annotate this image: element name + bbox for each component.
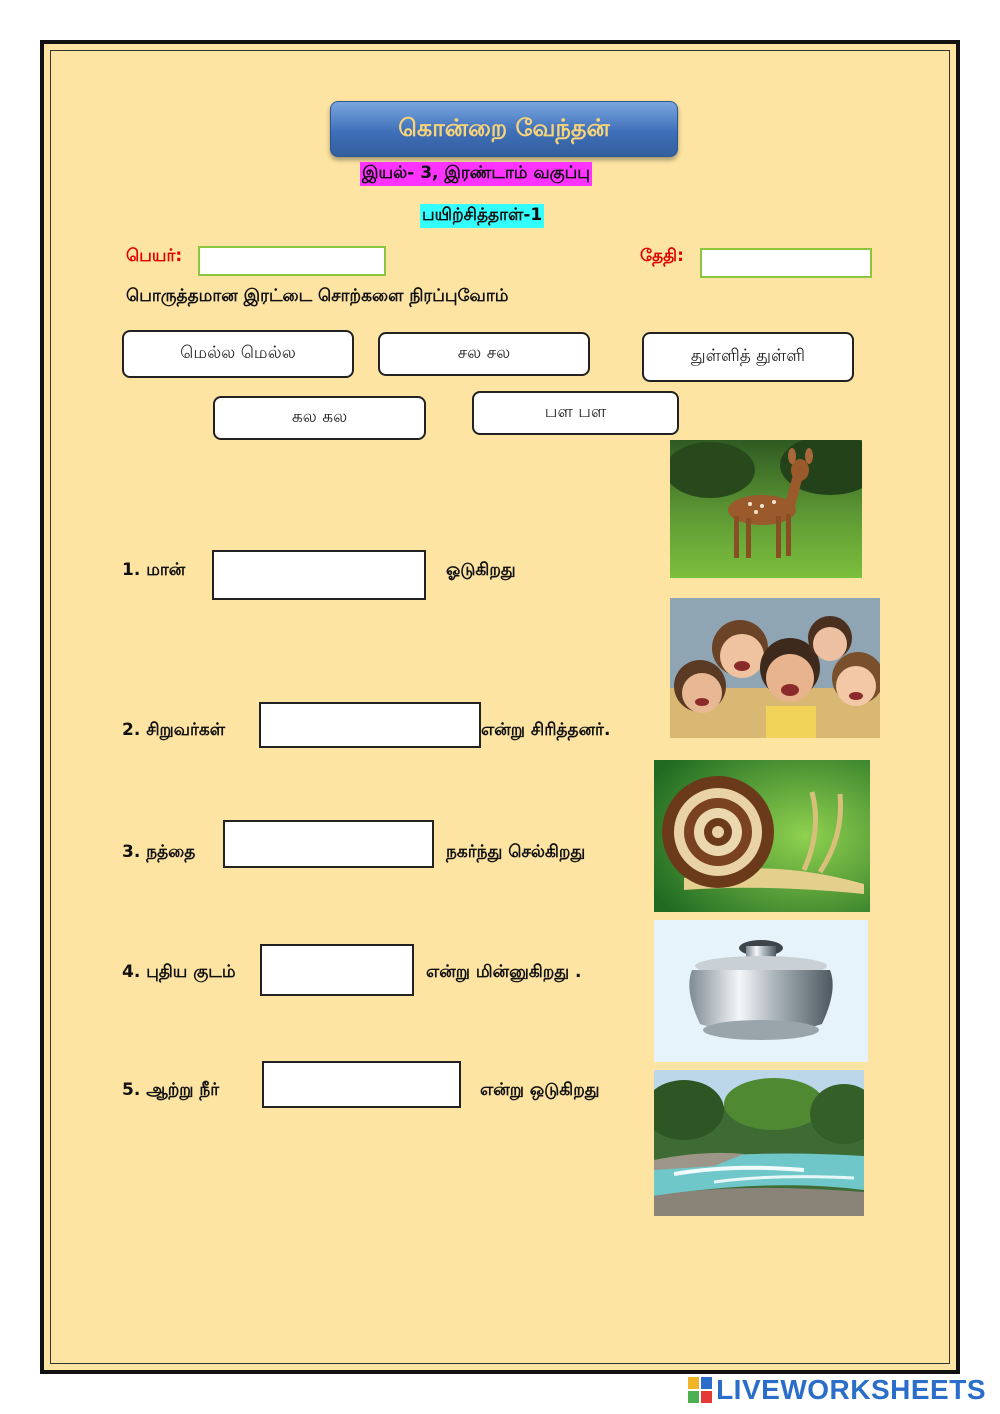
date-label: தேதி:: [640, 246, 684, 266]
snail-photo: [654, 760, 870, 912]
question-2-suffix: என்று சிரித்தனர்.: [481, 720, 611, 740]
question-4-prefix: 4. புதிய குடம்: [122, 962, 236, 982]
answer-box-4[interactable]: [260, 944, 414, 996]
question-1-prefix: 1. மான்: [122, 560, 186, 580]
question-3-prefix: 3. நத்தை: [122, 842, 196, 862]
answer-box-5[interactable]: [262, 1061, 461, 1108]
name-label: பெயர்:: [126, 246, 183, 266]
answer-box-2[interactable]: [259, 702, 481, 748]
word-bank-item[interactable]: சல சல: [378, 332, 590, 376]
word-bank-item[interactable]: மெல்ல மெல்ல: [122, 330, 354, 378]
question-4-suffix: என்று மின்னுகிறது .: [426, 962, 582, 982]
question-3-suffix: நகர்ந்து செல்கிறது: [446, 842, 586, 862]
worksheet-page: [40, 40, 960, 1374]
deer-photo: [670, 440, 862, 578]
question-1-suffix: ஓடுகிறது: [446, 560, 516, 580]
question-5-suffix: என்று ஒடுகிறது: [480, 1080, 600, 1100]
name-field[interactable]: [198, 246, 386, 276]
answer-box-3[interactable]: [223, 820, 434, 868]
answer-box-1[interactable]: [212, 550, 426, 600]
instruction-text: பொருத்தமான இரட்டை சொற்களை நிரப்புவோம்: [126, 286, 509, 306]
worksheet-title: கொன்றை வேந்தன்: [330, 101, 678, 157]
lesson-subtitle: இயல்- 3, இரண்டாம் வகுப்பு: [360, 162, 592, 186]
date-field[interactable]: [700, 248, 872, 278]
brand-text: LIVEWORKSHEETS: [716, 1374, 986, 1405]
river-photo: [654, 1070, 864, 1216]
steel-pot-photo: [654, 920, 868, 1062]
word-bank-item[interactable]: கல கல: [213, 396, 426, 440]
word-bank-item[interactable]: துள்ளித் துள்ளி: [642, 332, 854, 382]
liveworksheets-badge-icon: [688, 1377, 712, 1403]
worksheet-number: பயிற்சித்தாள்-1: [420, 204, 544, 228]
liveworksheets-logo: [688, 1374, 986, 1406]
children-laughing-photo: [670, 598, 880, 738]
word-bank-item[interactable]: பள பள: [472, 391, 679, 435]
question-5-prefix: 5. ஆற்று நீர்: [122, 1080, 220, 1100]
question-2-prefix: 2. சிறுவர்கள்: [122, 720, 226, 740]
